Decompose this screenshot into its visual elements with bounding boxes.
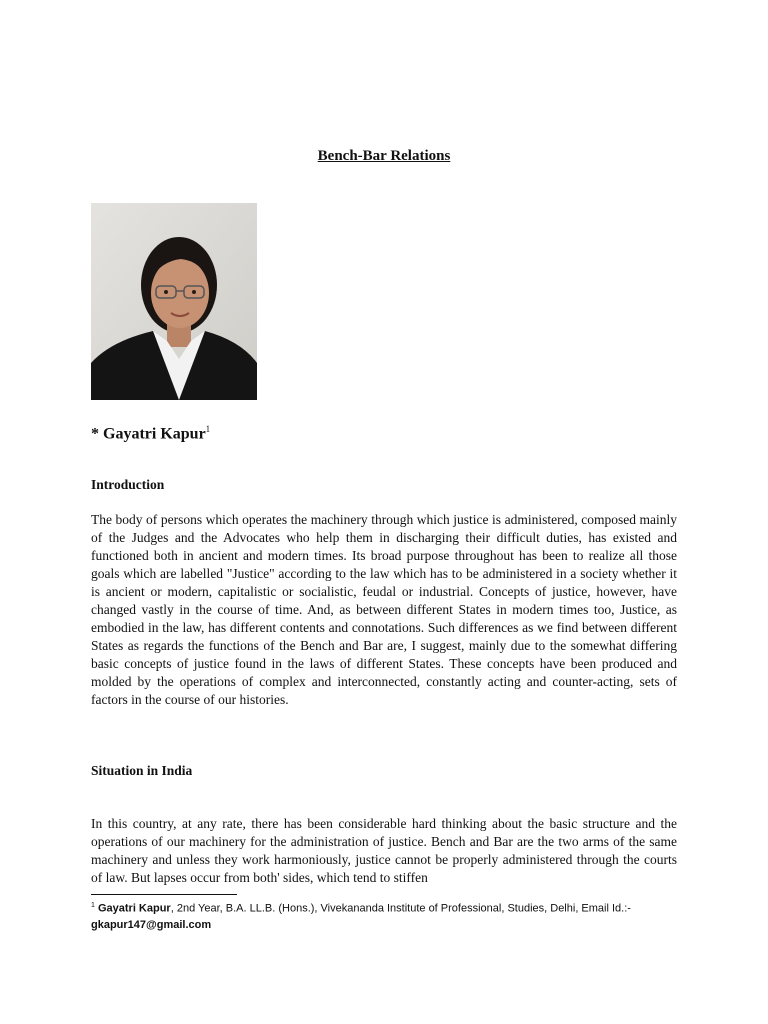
document-title: Bench-Bar Relations	[317, 148, 451, 164]
author-name-text: * Gayatri Kapur	[91, 425, 206, 443]
footnote	[91, 898, 677, 933]
author-footnote-mark: 1	[205, 424, 211, 434]
author-name	[91, 424, 210, 443]
section-paragraph-introduction: The body of persons which operates the machinery through which justice is administered, composed mainly of the Judges and the Advocates who help them in discharging their difficult duties, has existed and functioned both in ancient and modern times. Its broad purpose throughout has been to realize all those goals which are labelled "Justice" according to the law which has to be administered in a society whether it is ancient or modern, capitalistic or socialistic, feudal or industrial. Concepts of justice, however, have changed vastly in the course of time. And, as between different States in modern times too, Justice, as embodied in the law, has different contents and connotations. Such differences as we find between different States as regards the functions of the Bench and Bar are, I suggest, mainly due to the somewhat differing basic concepts of justice found in the laws of different States. These concepts have been produced and molded by the operations of complex and interconnected, constantly acting and counter-acting, sets of factors in the course of our histories.	[91, 512, 677, 707]
footnote-details: , 2nd Year, B.A. LL.B. (Hons.), Vivekananda Institute of Professional, Studies, Delhi, Email Id.:-	[170, 902, 631, 915]
footnote-author-name: Gayatri Kapur	[97, 902, 171, 915]
footnote-mark: 1	[91, 902, 95, 909]
footnote-email: gkapur147@gmail.com	[91, 918, 212, 931]
author-photo	[91, 203, 257, 400]
footnote-divider	[91, 894, 237, 895]
section-paragraph-situation-in-india: In this country, at any rate, there has been considerable hard thinking about the basic structure and the operations of our machinery for the administration of justice. Bench and Bar are the two arms of the same machinery and unless they work harmoniously, justice cannot be properly administered through the courts of law. But lapses occur from both' sides, which tend to stiffen	[91, 816, 677, 885]
section-heading-situation-in-india: Situation in India	[91, 763, 193, 778]
section-heading-introduction: Introduction	[91, 477, 165, 492]
